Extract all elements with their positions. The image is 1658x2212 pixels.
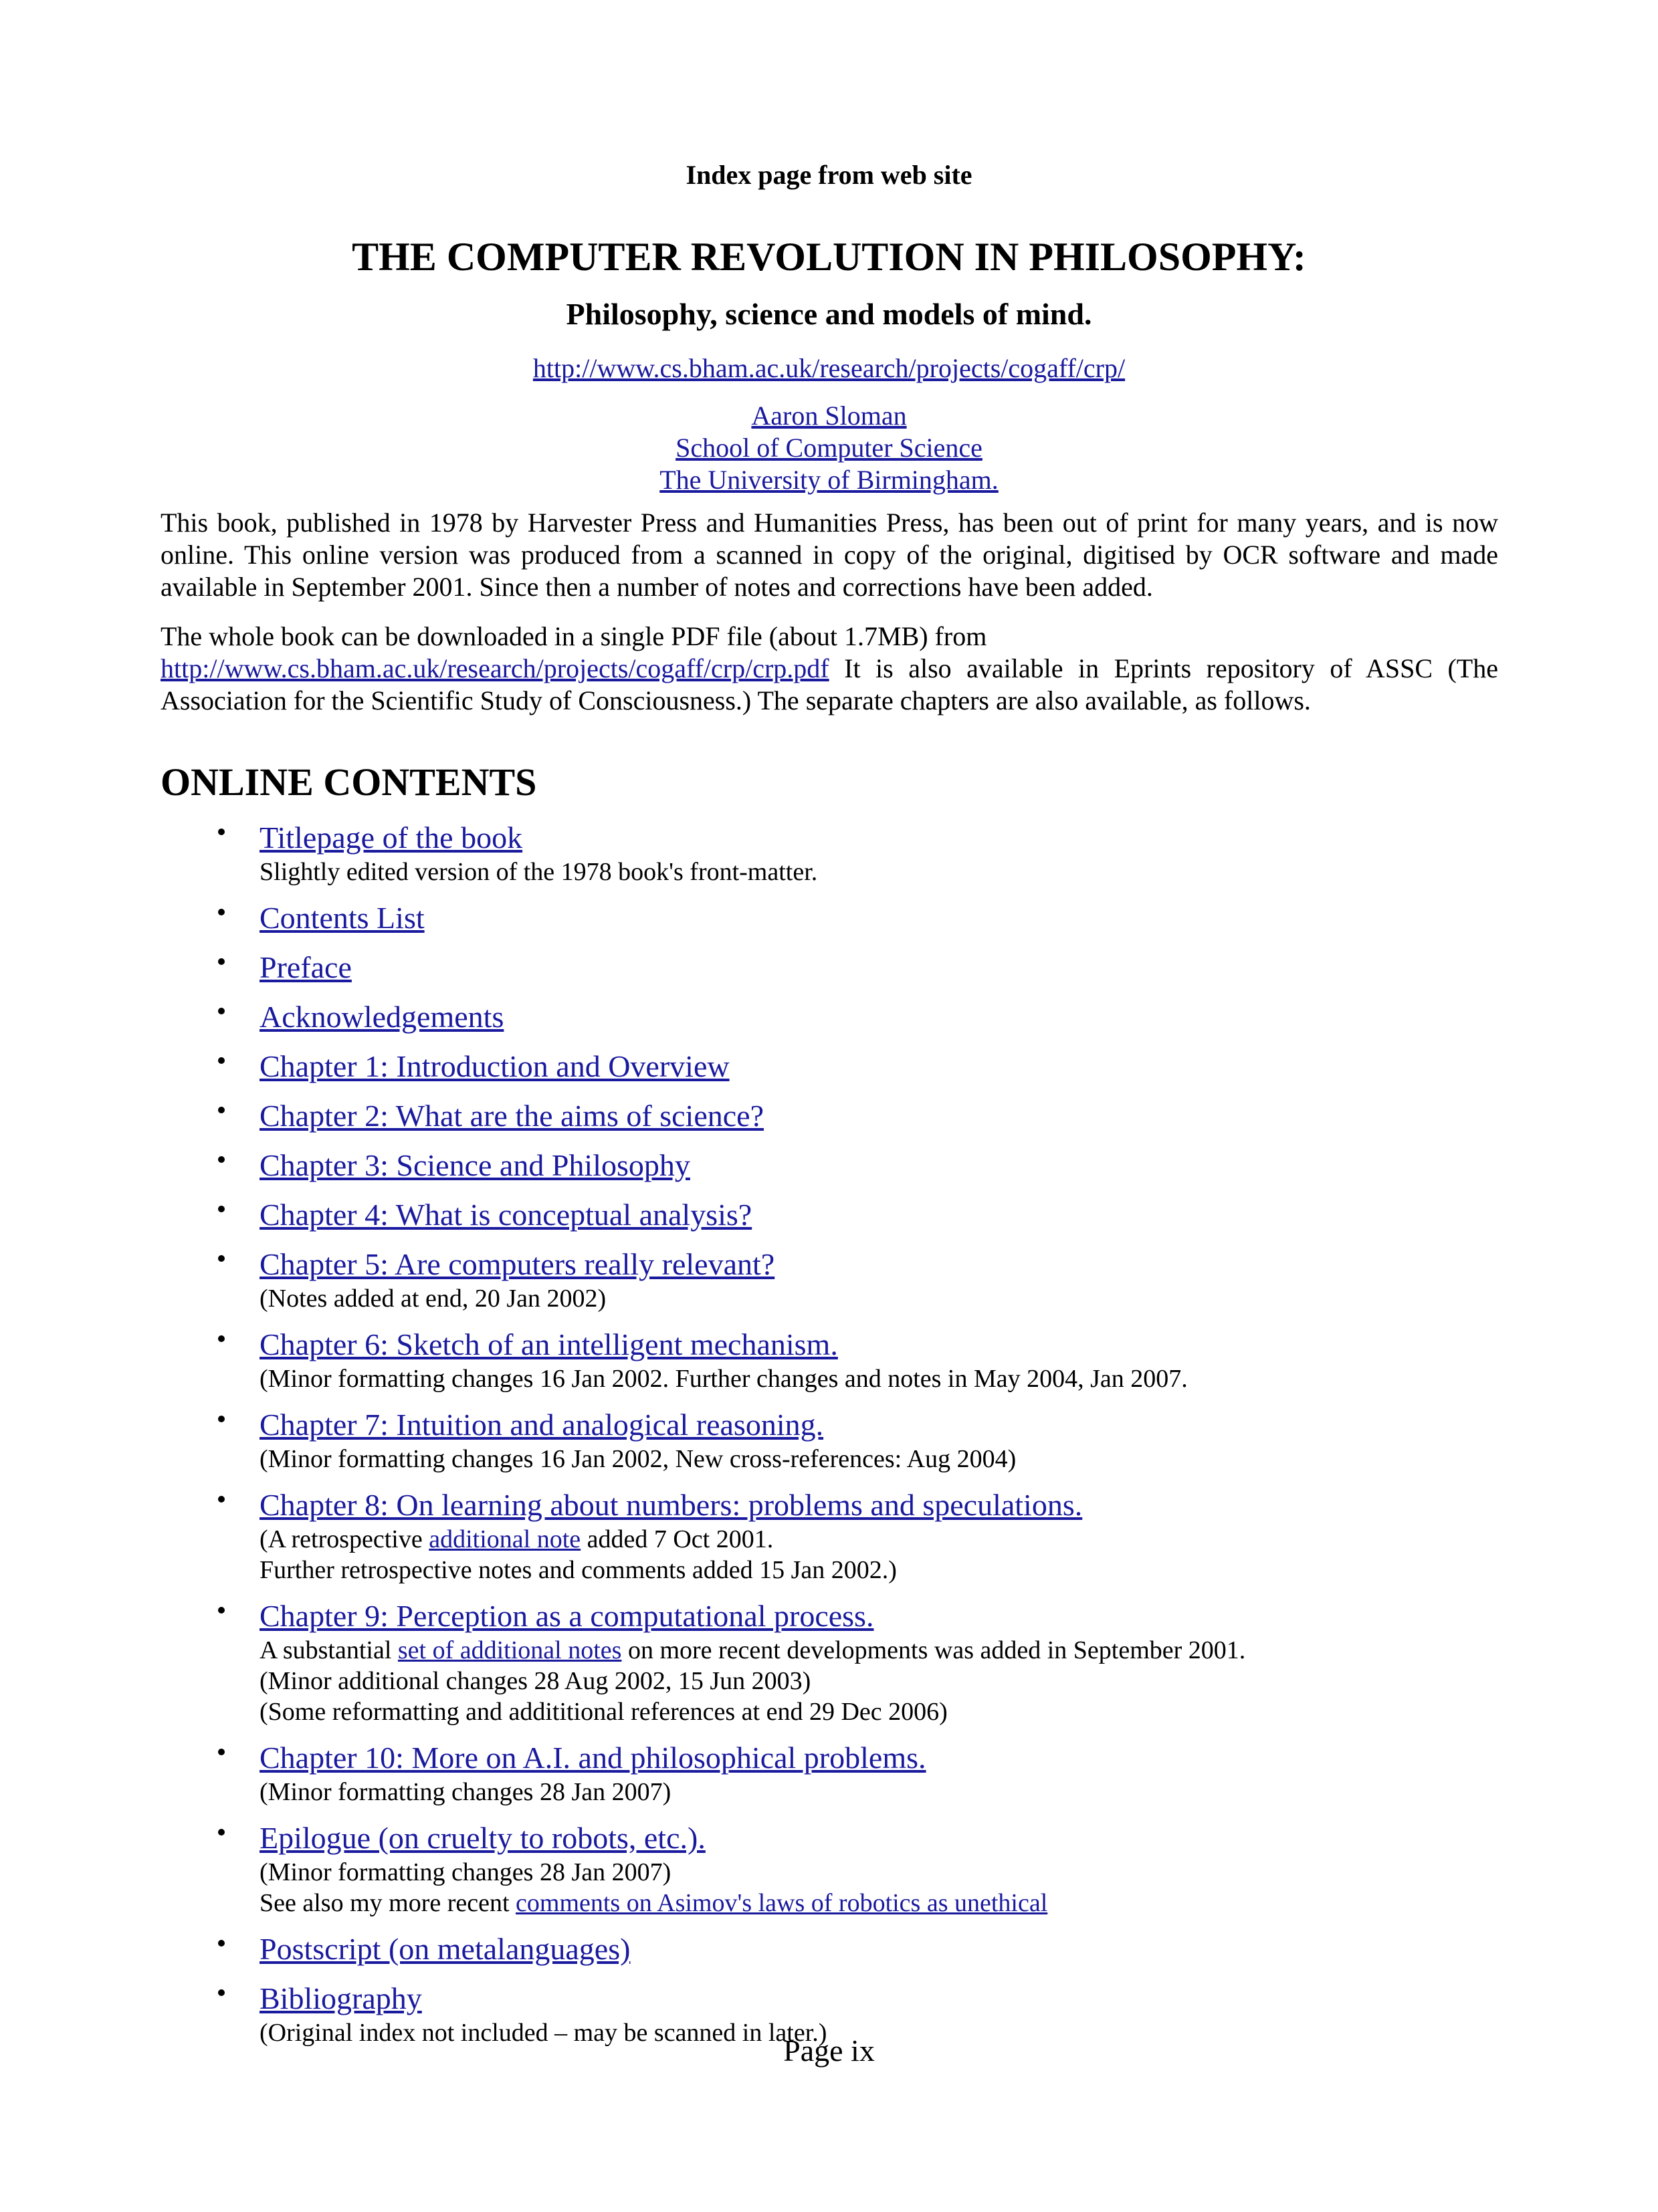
page-subtitle: Philosophy, science and models of mind.: [566, 297, 1092, 331]
chapter-4-link[interactable]: Chapter 4: What is conceptual analysis?: [260, 1198, 752, 1232]
bullet-icon: [218, 828, 225, 835]
chapter-9-link[interactable]: Chapter 9: Perception as a computational process.: [260, 1599, 874, 1633]
bullet-icon: [218, 1156, 225, 1163]
bibliography-link[interactable]: Bibliography: [260, 1981, 422, 2015]
bullet-icon: [218, 1008, 225, 1014]
bullet-icon: [218, 1940, 225, 1947]
additional-note-link[interactable]: additional note: [429, 1525, 581, 1553]
bullet-icon: [218, 1107, 225, 1113]
item-note: Further retrospective notes and comments added 15 Jan 2002.): [260, 1556, 897, 1584]
intro-paragraph: [161, 507, 1498, 603]
contents-list: [161, 819, 1498, 2060]
bullet-icon: [218, 1496, 225, 1503]
chapter-6-link[interactable]: Chapter 6: Sketch of an intelligent mechanism.: [260, 1327, 838, 1361]
site-url-link[interactable]: http://www.cs.bham.ac.uk/research/projects/cogaff/crp/: [532, 353, 1126, 383]
site-url-line: [0, 352, 1658, 384]
note-text: added 7 Oct 2001.: [581, 1525, 774, 1553]
chapter-3-link[interactable]: Chapter 3: Science and Philosophy: [260, 1148, 690, 1182]
list-item: [161, 819, 1498, 887]
item-note: Slightly edited version of the 1978 book's front-matter.: [260, 858, 818, 886]
item-note: (Some reformatting and addititional references at end 29 Dec 2006): [260, 1698, 948, 1726]
item-note: (Minor formatting changes 28 Jan 2007): [260, 1858, 671, 1886]
note-text: A substantial: [260, 1636, 398, 1664]
list-item: [161, 1246, 1498, 1314]
list-item: [161, 1048, 1498, 1085]
list-item: [161, 1819, 1498, 1918]
university-link[interactable]: The University of Birmingham.: [659, 465, 999, 495]
intro-paragraph-text: This book, published in 1978 by Harvester Press and Humanities Press, has been out of print for many years, and is now online. This online version was produced from a scanned in copy of the original, digitised by OCR software and made available in September 2001. Since then a number of notes and corrections have been added.: [161, 508, 1498, 602]
author-block: [0, 400, 1658, 496]
contents-heading: ONLINE CONTENTS: [161, 760, 537, 804]
bullet-icon: [218, 1206, 225, 1212]
author-name-link[interactable]: Aaron Sloman: [751, 401, 907, 431]
item-note: (Minor formatting changes 16 Jan 2002, New cross-references: Aug 2004): [260, 1445, 1017, 1473]
item-note: [260, 1524, 1498, 1555]
contents-list-link[interactable]: Contents List: [260, 901, 425, 935]
titlepage-link[interactable]: Titlepage of the book: [260, 820, 523, 855]
list-item: [161, 949, 1498, 986]
download-text-before: The whole book can be downloaded in a single PDF file (about 1.7MB) from: [161, 621, 987, 651]
note-text: (A retrospective: [260, 1525, 429, 1553]
download-paragraph: [161, 621, 1498, 717]
chapter-8-link[interactable]: Chapter 8: On learning about numbers: problems and speculations.: [260, 1488, 1083, 1522]
chapter-1-link[interactable]: Chapter 1: Introduction and Overview: [260, 1049, 730, 1083]
item-note: (Minor formatting changes 28 Jan 2007): [260, 1778, 671, 1806]
bullet-icon: [218, 1607, 225, 1614]
bullet-icon: [218, 1749, 225, 1755]
chapter-10-link[interactable]: Chapter 10: More on A.I. and philosophical problems.: [260, 1741, 926, 1775]
chapter-7-link[interactable]: Chapter 7: Intuition and analogical reasoning.: [260, 1408, 824, 1442]
pdf-download-link[interactable]: http://www.cs.bham.ac.uk/research/projects/cogaff/crp/crp.pdf: [161, 653, 829, 683]
acknowledgements-link[interactable]: Acknowledgements: [260, 1000, 504, 1034]
bullet-icon: [218, 1335, 225, 1342]
item-note: [260, 1635, 1498, 1666]
bullet-icon: [218, 1416, 225, 1422]
asimov-comments-link[interactable]: comments on Asimov's laws of robotics as unethical: [516, 1889, 1048, 1917]
bullet-icon: [218, 958, 225, 965]
list-item: [161, 899, 1498, 937]
list-item: [161, 1326, 1498, 1394]
epilogue-link[interactable]: Epilogue (on cruelty to robots, etc.).: [260, 1821, 706, 1855]
item-note: (Minor formatting changes 16 Jan 2002. Further changes and notes in May 2004, Jan 2007.: [260, 1365, 1188, 1393]
list-item: [161, 1739, 1498, 1807]
item-note: [260, 1888, 1498, 1918]
school-link[interactable]: School of Computer Science: [676, 433, 982, 463]
list-item: [161, 1930, 1498, 1968]
list-item: [161, 998, 1498, 1036]
list-item: [161, 1196, 1498, 1234]
chapter-2-link[interactable]: Chapter 2: What are the aims of science?: [260, 1099, 764, 1133]
postscript-link[interactable]: Postscript (on metalanguages): [260, 1932, 631, 1966]
note-text: See also my more recent: [260, 1889, 516, 1917]
chapter-5-link[interactable]: Chapter 5: Are computers really relevant?: [260, 1247, 775, 1281]
page-title: THE COMPUTER REVOLUTION IN PHILOSOPHY:: [352, 235, 1306, 279]
bullet-icon: [218, 909, 225, 915]
header-label: Index page from web site: [686, 160, 972, 190]
note-text: on more recent developments was added in September 2001.: [621, 1636, 1246, 1664]
list-item: [161, 1147, 1498, 1184]
bullet-icon: [218, 1057, 225, 1064]
list-item: [161, 1597, 1498, 1727]
list-item: [161, 1486, 1498, 1585]
item-note: (Original index not included – may be scanned in later.): [260, 2019, 827, 2047]
item-note: (Notes added at end, 20 Jan 2002): [260, 1285, 607, 1313]
bullet-icon: [218, 1255, 225, 1262]
additional-notes-set-link[interactable]: set of additional notes: [397, 1636, 622, 1664]
page-number: Page ix: [783, 2033, 875, 2068]
list-item: [161, 1097, 1498, 1135]
preface-link[interactable]: Preface: [260, 950, 352, 984]
list-item: [161, 1406, 1498, 1474]
item-note: (Minor additional changes 28 Aug 2002, 15 Jun 2003): [260, 1667, 811, 1695]
download-text-after: It is also available in Eprints repository of ASSC (The Association for the Scientific Study of Consciousness.) The separate chapters are also available, as follows.: [161, 653, 1498, 715]
bullet-icon: [218, 1989, 225, 1996]
bullet-icon: [218, 1829, 225, 1836]
